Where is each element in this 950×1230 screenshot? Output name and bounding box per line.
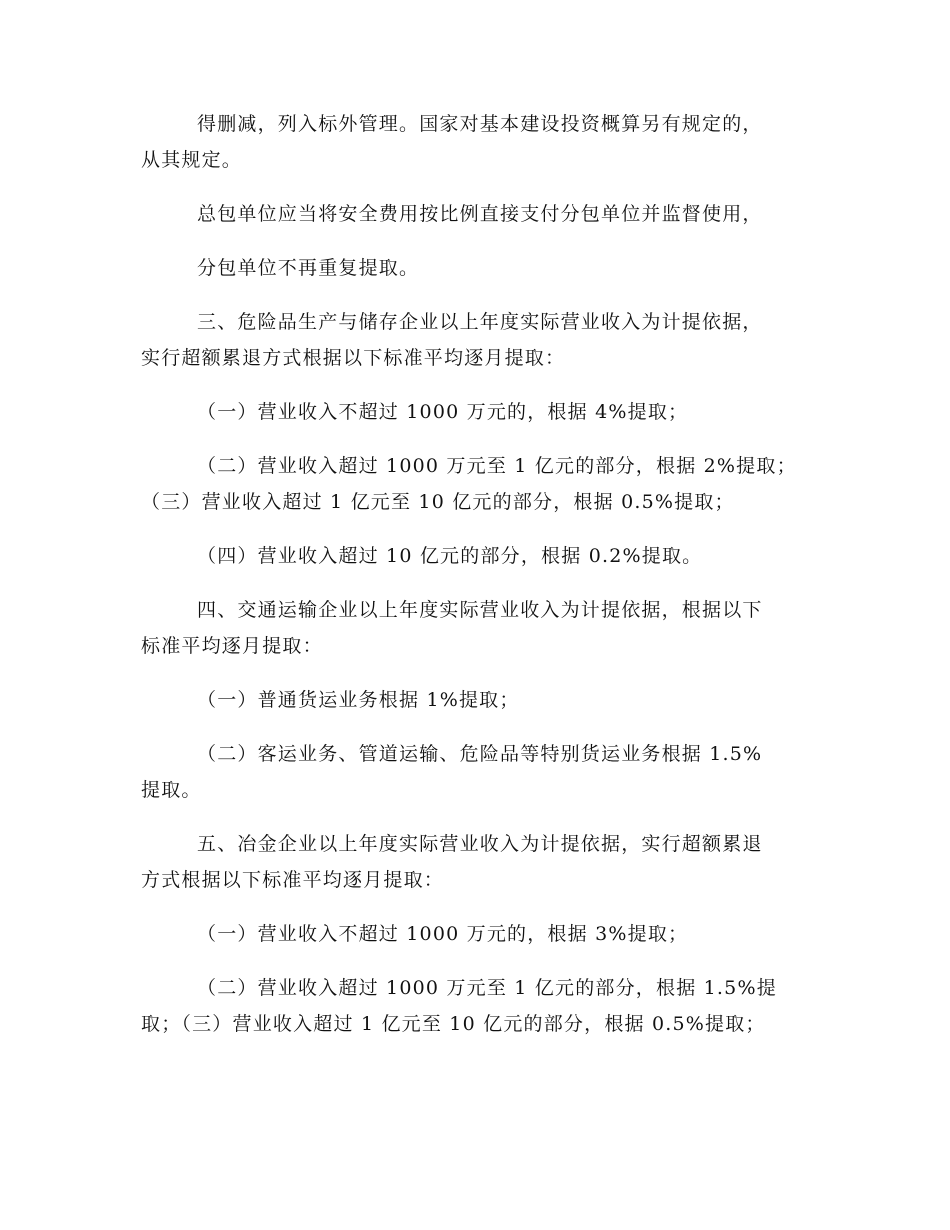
text-line: （四）营业收入超过 10 亿元的部分，根据 0.2%提取。 [197, 545, 703, 567]
text-line: （一）营业收入不超过 1000 万元的，根据 3%提取； [197, 923, 689, 945]
text-line: 四、交通运输企业以上年度实际营业收入为计提依据，根据以下 [197, 599, 763, 621]
text-line: 三、危险品生产与储存企业以上年度实际营业收入为计提依据， [197, 311, 763, 333]
text-line: （一）营业收入不超过 1000 万元的，根据 4%提取； [197, 401, 689, 423]
text-line: 得删减，列入标外管理。国家对基本建设投资概算另有规定的， [197, 113, 763, 135]
text-line: 标准平均逐月提取： [141, 635, 323, 657]
text-line: （二）客运业务、管道运输、危险品等特别货运业务根据 1.5% [197, 743, 763, 765]
text-line: 取；（三）营业收入超过 1 亿元至 10 亿元的部分，根据 0.5%提取； [141, 1013, 766, 1035]
text-line: （一）普通货运业务根据 1%提取； [197, 689, 520, 711]
text-line: 五、冶金企业以上年度实际营业收入为计提依据，实行超额累退 [197, 833, 763, 855]
text-line: 总包单位应当将安全费用按比例直接支付分包单位并监督使用， [197, 203, 763, 225]
text-line: 方式根据以下标准平均逐月提取： [141, 869, 445, 891]
text-line: （三）营业收入超过 1 亿元至 10 亿元的部分，根据 0.5%提取； [141, 491, 735, 513]
text-line: 从其规定。 [141, 149, 243, 171]
text-line: （二）营业收入超过 1000 万元至 1 亿元的部分，根据 2%提取； [197, 455, 797, 477]
text-line: 分包单位不再重复提取。 [197, 257, 420, 279]
text-line: 实行超额累退方式根据以下标准平均逐月提取： [141, 347, 566, 369]
text-line: 提取。 [141, 779, 202, 801]
text-line: （二）营业收入超过 1000 万元至 1 亿元的部分，根据 1.5%提 [197, 977, 777, 999]
